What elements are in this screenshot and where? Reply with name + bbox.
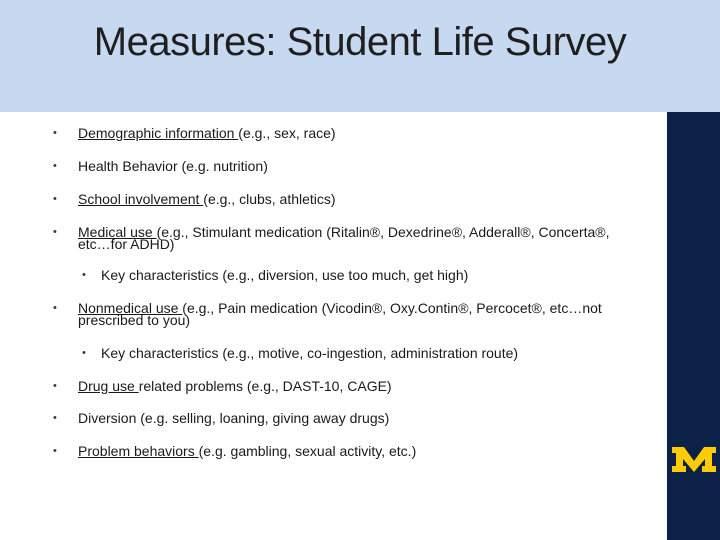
bullet-dot: • [53,160,57,172]
item-text: (e.g., clubs, athletics) [203,191,336,207]
underlined-term: Medical use [78,224,157,240]
bullet-dot: • [53,445,57,457]
item-text: Key characteristics (e.g., diversion, use too much, get high) [101,267,469,283]
bullet-dot: • [53,127,57,139]
sub-bullet-item [101,269,468,281]
item-text-continued: prescribed to you) [78,312,191,328]
item-text: (e.g., sex, race) [238,125,336,141]
bullet-item [78,193,336,205]
bullet-item [78,226,610,250]
underlined-term: Nonmedical use [78,300,183,316]
slide-title: Measures: Student Life Survey [93,20,627,64]
item-text: Health Behavior (e.g. nutrition) [78,158,268,174]
bullet-item [78,302,602,326]
item-text: Key characteristics (e.g., motive, co-ingestion, administration route) [101,345,519,361]
sub-bullet-dot: • [82,269,86,281]
bullet-item [78,160,268,172]
bullet-item [78,127,336,139]
item-text-continued: etc…for ADHD) [78,236,175,252]
item-text: (e.g., Stimulant medication (Ritalin®, Dexedrine®, Adderall®, Concerta®, [156,224,610,240]
item-text: Diversion (e.g. selling, loaning, giving away drugs) [78,410,390,426]
bullet-item [78,380,392,392]
bullet-dot: • [53,193,57,205]
bullet-dot: • [53,412,57,424]
sub-bullet-dot: • [82,347,86,359]
bullet-item [78,445,416,457]
underlined-term: Problem behaviors [78,443,199,459]
underlined-term: Demographic information [78,125,239,141]
bullet-item [78,412,389,424]
item-text: (e.g. gambling, sexual activity, etc.) [198,443,417,459]
sub-bullet-item [101,347,518,359]
bullet-dot: • [53,380,57,392]
underlined-term: Drug use [78,378,139,394]
university-logo-icon [669,433,719,485]
item-text: related problems (e.g., DAST-10, CAGE) [138,378,392,394]
bullet-dot: • [53,226,57,238]
underlined-term: School involvement [78,191,204,207]
bullet-dot: • [53,302,57,314]
item-text: (e.g., Pain medication (Vicodin®, Oxy.Contin®, Percocet®, etc…not [182,300,602,316]
